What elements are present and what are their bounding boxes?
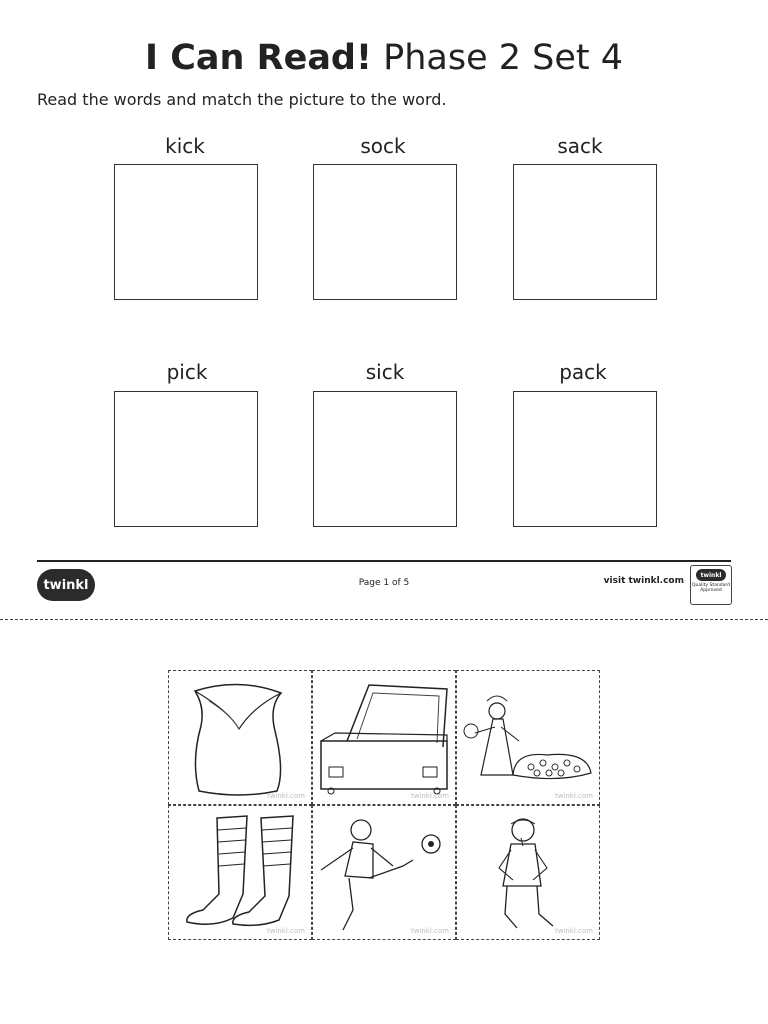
badge-logo: twinkl bbox=[696, 569, 726, 581]
socks-icon bbox=[169, 806, 313, 941]
instructions: Read the words and match the picture to the word. bbox=[37, 90, 447, 109]
suitcase-pack-icon bbox=[313, 671, 457, 806]
cut-line bbox=[0, 619, 768, 620]
card-picking-flowers[interactable] bbox=[456, 670, 600, 805]
sack-icon bbox=[169, 671, 313, 806]
card-sack[interactable] bbox=[168, 670, 312, 805]
answer-box-sick[interactable] bbox=[313, 391, 457, 527]
card-sick[interactable] bbox=[456, 805, 600, 940]
twinkl-logo[interactable]: twinkl bbox=[37, 569, 95, 601]
card-watermark: twinkl.com bbox=[554, 927, 593, 935]
answer-box-pack[interactable] bbox=[513, 391, 657, 527]
title-bold: I Can Read! bbox=[145, 38, 372, 78]
page-title bbox=[0, 36, 768, 80]
boy-kicking-ball-icon bbox=[313, 806, 457, 941]
quality-badge bbox=[690, 565, 732, 605]
word-label-pick: pick bbox=[166, 360, 208, 384]
title-rest: Phase 2 Set 4 bbox=[383, 38, 623, 78]
answer-box-kick[interactable] bbox=[114, 164, 258, 300]
card-socks[interactable] bbox=[168, 805, 312, 940]
badge-text: Quality Standard Approved bbox=[692, 583, 730, 593]
page-number: Page 1 of 5 bbox=[358, 578, 410, 588]
card-kicking[interactable] bbox=[312, 805, 456, 940]
word-label-sock: sock bbox=[360, 134, 406, 158]
card-watermark: twinkl.com bbox=[410, 792, 449, 800]
sick-boy-icon bbox=[457, 806, 601, 941]
card-watermark: twinkl.com bbox=[266, 927, 305, 935]
card-suitcase[interactable] bbox=[312, 670, 456, 805]
answer-box-sack[interactable] bbox=[513, 164, 657, 300]
word-label-pack: pack bbox=[559, 360, 607, 384]
visit-link[interactable]: visit twinkl.com bbox=[603, 576, 684, 586]
card-watermark: twinkl.com bbox=[410, 927, 449, 935]
answer-box-sock[interactable] bbox=[313, 164, 457, 300]
footer-divider bbox=[37, 560, 731, 562]
word-label-sick: sick bbox=[365, 360, 405, 384]
card-watermark: twinkl.com bbox=[266, 792, 305, 800]
card-watermark: twinkl.com bbox=[554, 792, 593, 800]
girl-picking-flowers-icon bbox=[457, 671, 601, 806]
answer-box-pick[interactable] bbox=[114, 391, 258, 527]
picture-cards bbox=[168, 670, 600, 940]
word-label-kick: kick bbox=[165, 134, 205, 158]
word-label-sack: sack bbox=[557, 134, 603, 158]
